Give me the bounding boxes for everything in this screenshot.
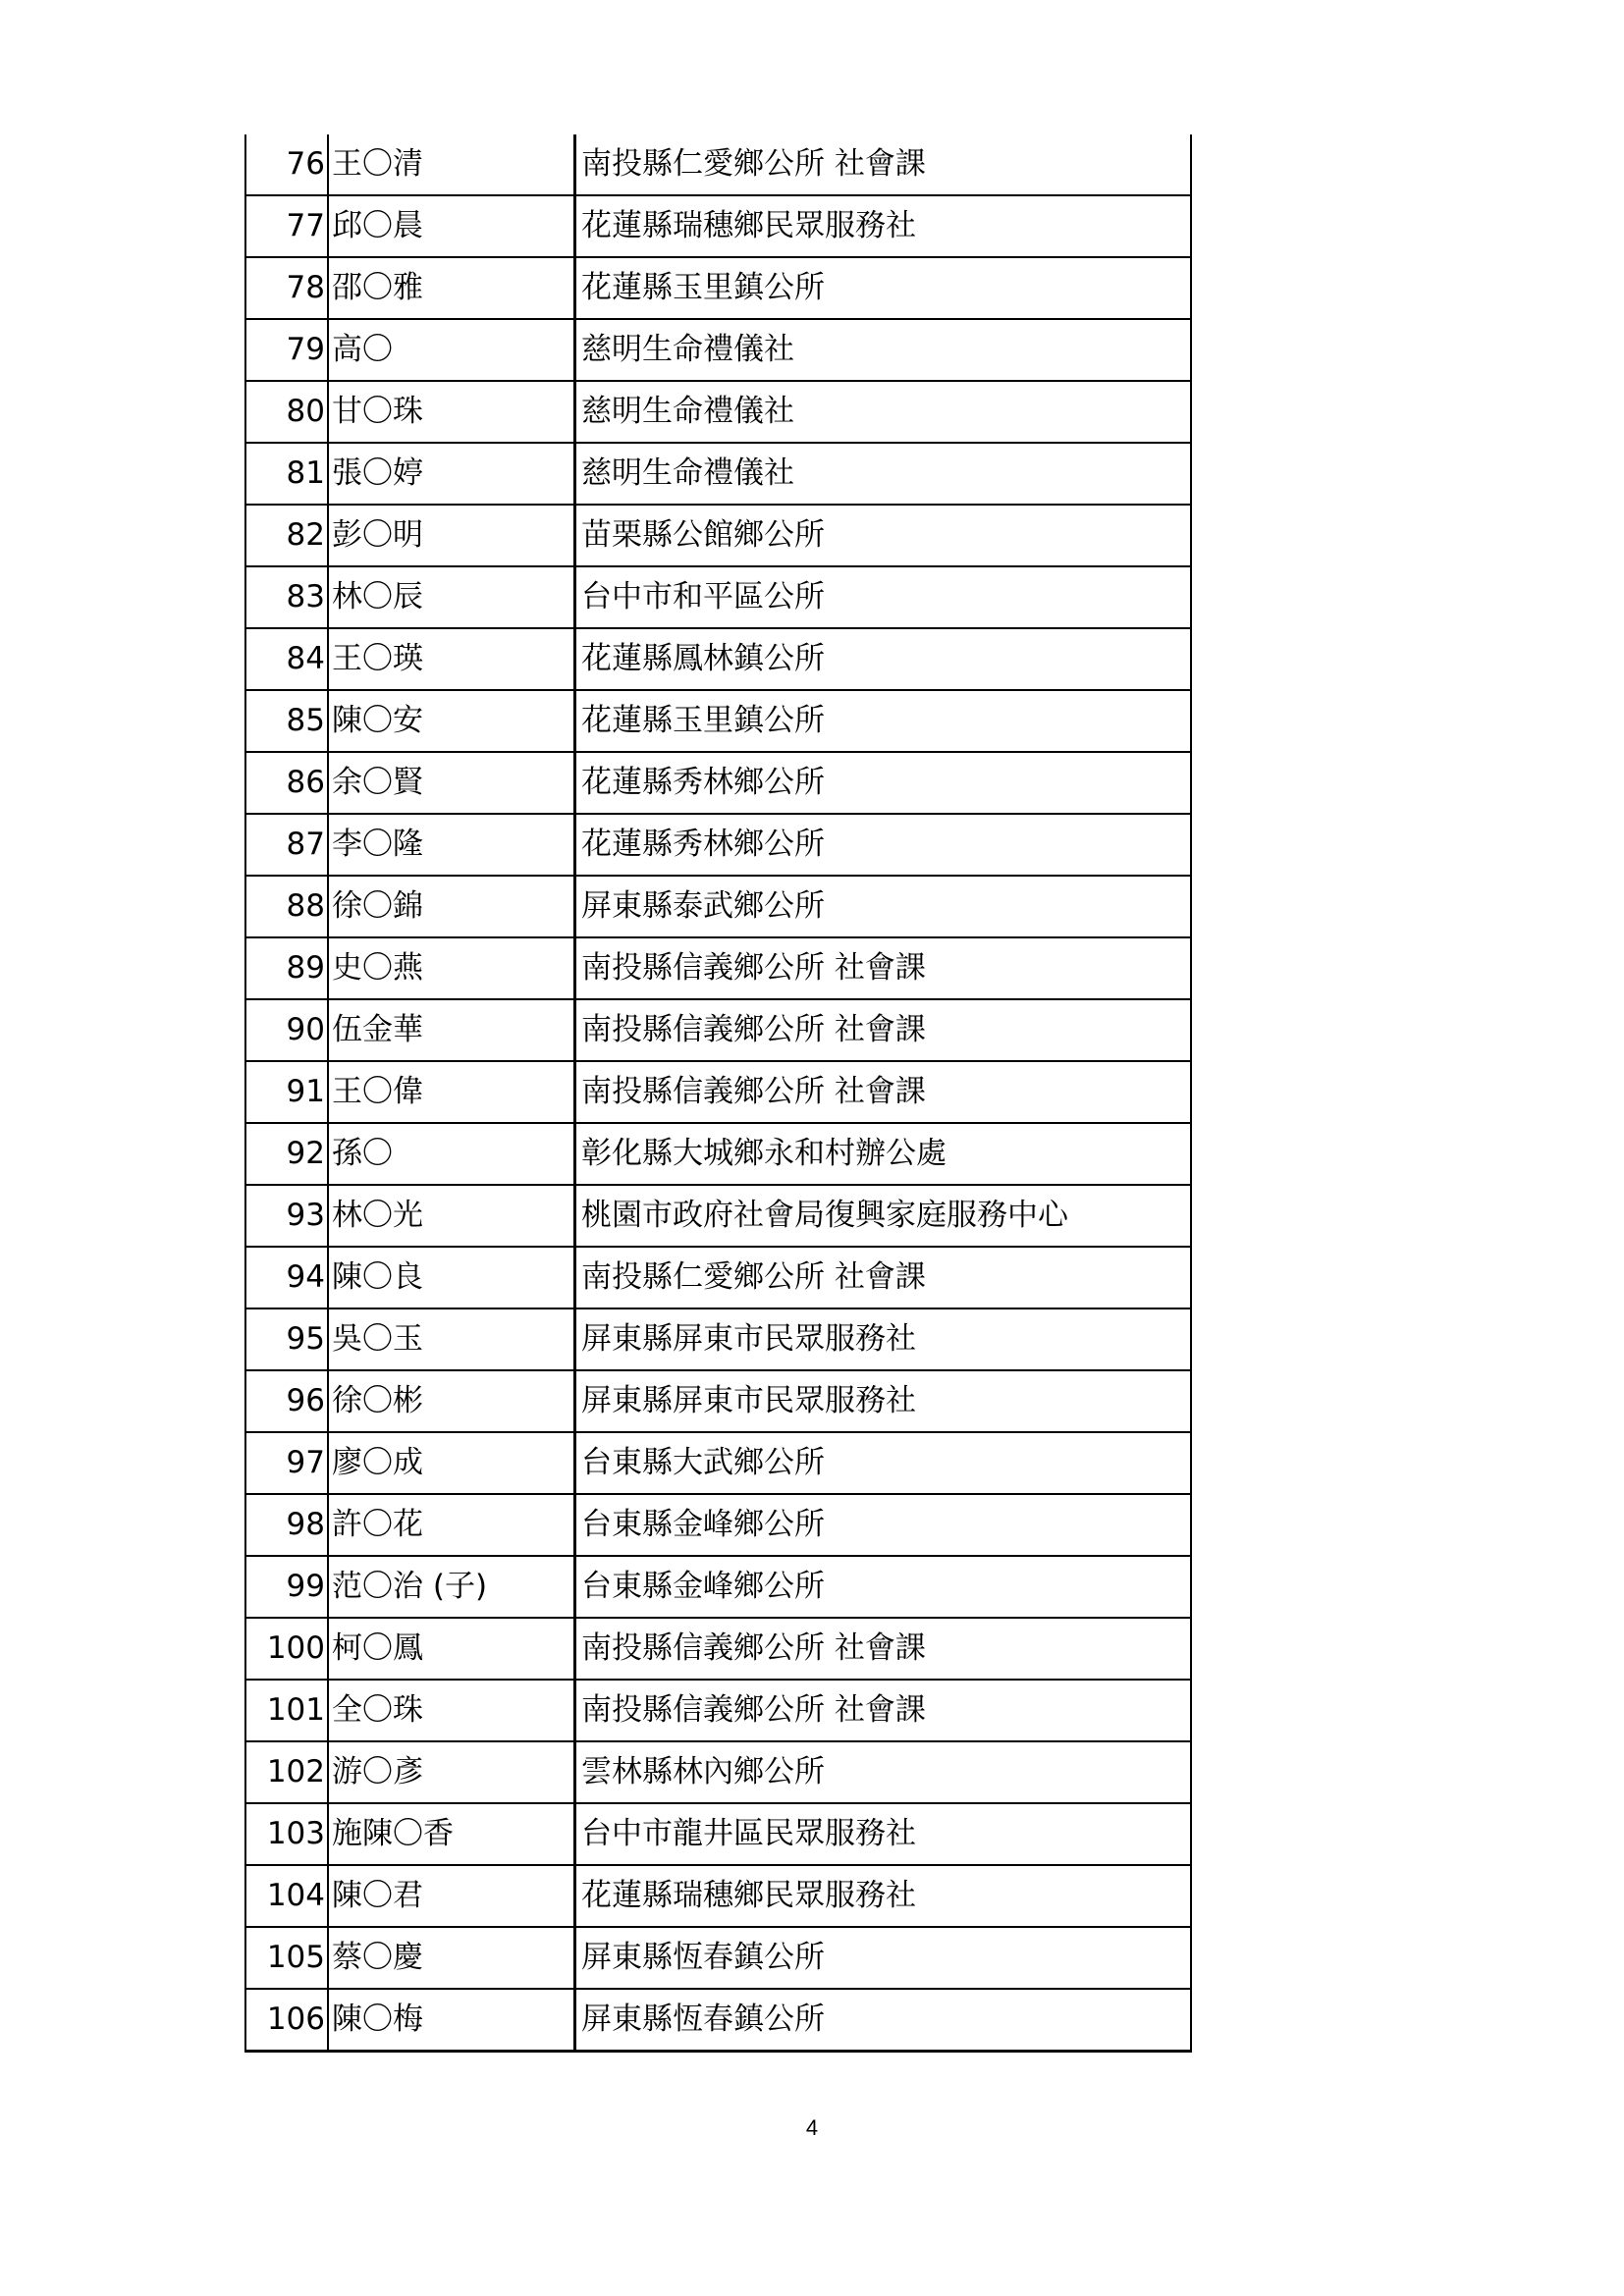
person-name: 李〇隆 <box>328 814 575 876</box>
row-number: 88 <box>245 876 328 937</box>
person-name: 徐〇彬 <box>328 1370 575 1432</box>
row-number: 99 <box>245 1556 328 1618</box>
organization-name: 台東縣金峰鄉公所 <box>575 1494 1192 1556</box>
person-name: 張〇婷 <box>328 443 575 505</box>
table-row <box>245 999 1191 1061</box>
organization-name: 花蓮縣秀林鄉公所 <box>575 752 1192 814</box>
row-number: 106 <box>245 1989 328 2052</box>
row-number: 103 <box>245 1803 328 1865</box>
row-number: 87 <box>245 814 328 876</box>
organization-name: 南投縣仁愛鄉公所 社會課 <box>575 134 1192 195</box>
organization-name: 花蓮縣玉里鎮公所 <box>575 690 1192 752</box>
table-row <box>245 1803 1191 1865</box>
table-row <box>245 1556 1191 1618</box>
organization-name: 彰化縣大城鄉永和村辦公處 <box>575 1123 1192 1185</box>
person-name: 全〇珠 <box>328 1680 575 1741</box>
row-number: 104 <box>245 1865 328 1927</box>
table-row <box>245 937 1191 999</box>
row-number: 96 <box>245 1370 328 1432</box>
row-number: 92 <box>245 1123 328 1185</box>
table-row <box>245 1247 1191 1308</box>
organization-name: 南投縣信義鄉公所 社會課 <box>575 937 1192 999</box>
organization-name: 南投縣信義鄉公所 社會課 <box>575 1680 1192 1741</box>
table-row <box>245 1494 1191 1556</box>
row-number: 98 <box>245 1494 328 1556</box>
table-row <box>245 1123 1191 1185</box>
organization-name: 屏東縣屏東市民眾服務社 <box>575 1370 1192 1432</box>
organization-name: 台中市龍井區民眾服務社 <box>575 1803 1192 1865</box>
organization-name: 南投縣信義鄉公所 社會課 <box>575 999 1192 1061</box>
roster-table <box>244 134 1192 2053</box>
person-name: 王〇瑛 <box>328 628 575 690</box>
person-name: 史〇燕 <box>328 937 575 999</box>
organization-name: 屏東縣恆春鎮公所 <box>575 1989 1192 2052</box>
table-row <box>245 566 1191 628</box>
table-row <box>245 1680 1191 1741</box>
organization-name: 慈明生命禮儀社 <box>575 443 1192 505</box>
person-name: 王〇偉 <box>328 1061 575 1123</box>
page-number: 4 <box>805 2115 819 2140</box>
table-row <box>245 814 1191 876</box>
row-number: 97 <box>245 1432 328 1494</box>
table-row <box>245 1432 1191 1494</box>
row-number: 83 <box>245 566 328 628</box>
person-name: 柯〇鳳 <box>328 1618 575 1680</box>
row-number: 100 <box>245 1618 328 1680</box>
person-name: 甘〇珠 <box>328 381 575 443</box>
row-number: 77 <box>245 195 328 257</box>
row-number: 78 <box>245 257 328 319</box>
organization-name: 花蓮縣瑞穗鄉民眾服務社 <box>575 195 1192 257</box>
person-name: 陳〇君 <box>328 1865 575 1927</box>
row-number: 76 <box>245 134 328 195</box>
table-row <box>245 876 1191 937</box>
person-name: 吳〇玉 <box>328 1308 575 1370</box>
organization-name: 台東縣金峰鄉公所 <box>575 1556 1192 1618</box>
person-name: 高〇 <box>328 319 575 381</box>
table-row <box>245 195 1191 257</box>
row-number: 101 <box>245 1680 328 1741</box>
row-number: 86 <box>245 752 328 814</box>
person-name: 邱〇晨 <box>328 195 575 257</box>
person-name: 彭〇明 <box>328 505 575 566</box>
table-row <box>245 628 1191 690</box>
person-name: 陳〇梅 <box>328 1989 575 2052</box>
table-row <box>245 752 1191 814</box>
row-number: 102 <box>245 1741 328 1803</box>
organization-name: 屏東縣泰武鄉公所 <box>575 876 1192 937</box>
row-number: 89 <box>245 937 328 999</box>
table-row <box>245 505 1191 566</box>
row-number: 95 <box>245 1308 328 1370</box>
organization-name: 慈明生命禮儀社 <box>575 381 1192 443</box>
table-row <box>245 690 1191 752</box>
person-name: 伍金華 <box>328 999 575 1061</box>
row-number: 82 <box>245 505 328 566</box>
person-name: 余〇賢 <box>328 752 575 814</box>
organization-name: 苗栗縣公館鄉公所 <box>575 505 1192 566</box>
row-number: 105 <box>245 1927 328 1989</box>
organization-name: 桃園市政府社會局復興家庭服務中心 <box>575 1185 1192 1247</box>
organization-name: 台東縣大武鄉公所 <box>575 1432 1192 1494</box>
table-row <box>245 1989 1191 2052</box>
person-name: 陳〇安 <box>328 690 575 752</box>
person-name: 王〇清 <box>328 134 575 195</box>
roster-table-body <box>245 134 1191 2052</box>
organization-name: 屏東縣恆春鎮公所 <box>575 1927 1192 1989</box>
row-number: 94 <box>245 1247 328 1308</box>
table-row <box>245 1927 1191 1989</box>
organization-name: 南投縣仁愛鄉公所 社會課 <box>575 1247 1192 1308</box>
person-name: 廖〇成 <box>328 1432 575 1494</box>
table-row <box>245 1370 1191 1432</box>
person-name: 施陳〇香 <box>328 1803 575 1865</box>
person-name: 范〇治 (子) <box>328 1556 575 1618</box>
organization-name: 南投縣信義鄉公所 社會課 <box>575 1618 1192 1680</box>
table-row <box>245 1741 1191 1803</box>
person-name: 林〇光 <box>328 1185 575 1247</box>
table-row <box>245 257 1191 319</box>
organization-name: 花蓮縣鳳林鎮公所 <box>575 628 1192 690</box>
table-row <box>245 381 1191 443</box>
table-row <box>245 1308 1191 1370</box>
organization-name: 屏東縣屏東市民眾服務社 <box>575 1308 1192 1370</box>
person-name: 蔡〇慶 <box>328 1927 575 1989</box>
row-number: 79 <box>245 319 328 381</box>
organization-name: 雲林縣林內鄉公所 <box>575 1741 1192 1803</box>
person-name: 陳〇良 <box>328 1247 575 1308</box>
organization-name: 花蓮縣瑞穗鄉民眾服務社 <box>575 1865 1192 1927</box>
table-row <box>245 1185 1191 1247</box>
table-row <box>245 1618 1191 1680</box>
row-number: 81 <box>245 443 328 505</box>
organization-name: 花蓮縣玉里鎮公所 <box>575 257 1192 319</box>
table-row <box>245 1865 1191 1927</box>
row-number: 90 <box>245 999 328 1061</box>
row-number: 85 <box>245 690 328 752</box>
row-number: 93 <box>245 1185 328 1247</box>
person-name: 許〇花 <box>328 1494 575 1556</box>
table-row <box>245 319 1191 381</box>
organization-name: 花蓮縣秀林鄉公所 <box>575 814 1192 876</box>
table-row <box>245 1061 1191 1123</box>
person-name: 孫〇 <box>328 1123 575 1185</box>
person-name: 邵〇雅 <box>328 257 575 319</box>
organization-name: 台中市和平區公所 <box>575 566 1192 628</box>
person-name: 林〇辰 <box>328 566 575 628</box>
row-number: 80 <box>245 381 328 443</box>
table-row <box>245 134 1191 195</box>
person-name: 徐〇錦 <box>328 876 575 937</box>
row-number: 91 <box>245 1061 328 1123</box>
table-row <box>245 443 1191 505</box>
person-name: 游〇彥 <box>328 1741 575 1803</box>
organization-name: 慈明生命禮儀社 <box>575 319 1192 381</box>
organization-name: 南投縣信義鄉公所 社會課 <box>575 1061 1192 1123</box>
row-number: 84 <box>245 628 328 690</box>
